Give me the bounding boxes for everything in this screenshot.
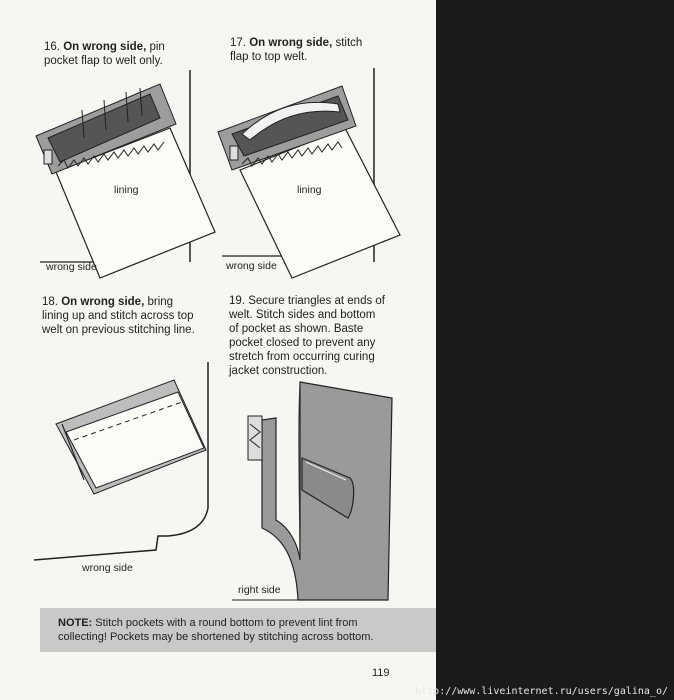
fig16-lining-label: lining [114, 184, 139, 196]
watermark-url: http://www.liveinternet.ru/users/galina_o/ [415, 686, 668, 697]
page-number: 119 [372, 667, 390, 679]
note-box [40, 608, 436, 652]
fig16-wrong-side-label: wrong side [46, 261, 97, 273]
step-17-text: 17. On wrong side, stitch flap to top welt. [230, 37, 363, 63]
dark-background [436, 0, 674, 700]
fig17-wrong-side-label: wrong side [226, 260, 277, 272]
fig19-triangle-end [248, 416, 262, 460]
step-19-text: 19. Secure triangles at ends of welt. Stitch sides and bottom of pocket as shown. Baste pocket closed to prevent any stretch from occurring curing jacket construction. [229, 295, 386, 377]
step-18-text: 18. On wrong side, bring lining up and stitch across top welt on previous stitching line. [42, 296, 195, 336]
fig19-right-side-label: right side [238, 584, 281, 596]
note-text: NOTE: Stitch pockets with a round bottom to prevent lint from collecting! Pockets may be shortened by stitching across bottom. [58, 617, 374, 643]
fig17-lining-label: lining [297, 184, 322, 196]
step-16-text: 16. On wrong side, pin pocket flap to welt only. [44, 41, 165, 67]
fig18-wrong-side-label: wrong side [82, 562, 133, 574]
